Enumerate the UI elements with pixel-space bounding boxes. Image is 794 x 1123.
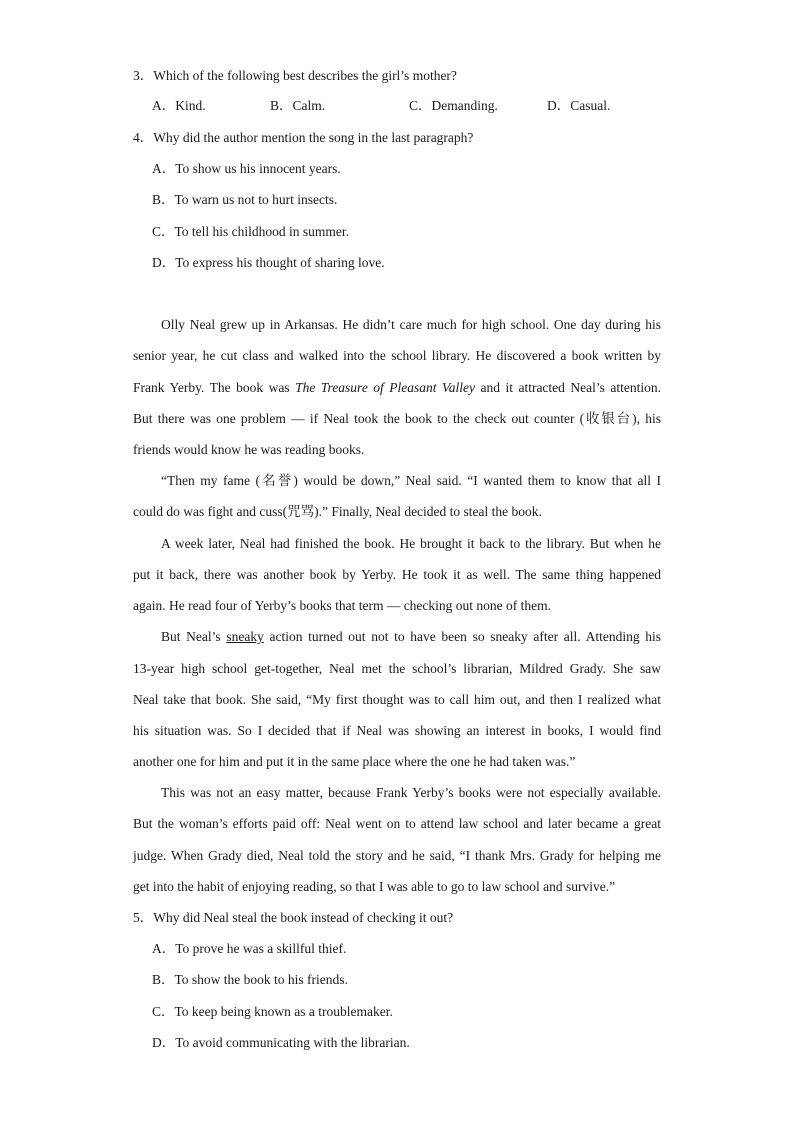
passage-p1-line3: [133, 379, 661, 397]
passage-p3-line2: put it back, there was another book by Yerby. He took it as well. The same thing happened: [133, 567, 661, 582]
q3-option-c: C．Demanding.: [409, 98, 498, 113]
q4-option-d: D．To express his thought of sharing love.: [152, 255, 385, 270]
passage-p4-line2: 13-year high school get-together, Neal met the school’s librarian, Mildred Grady. She saw: [133, 661, 661, 676]
passage-p1-line1: Olly Neal grew up in Arkansas. He didn’t care much for high school. One day during his: [161, 317, 661, 332]
q5-option-a: A．To prove he was a skillful thief.: [152, 941, 347, 956]
passage-p4-line4: his situation was. So I decided that if Neal was showing an interest in books, I would find: [133, 723, 661, 738]
passage-p2-line1: “Then my fame (名誉) would be down,” Neal said. “I wanted them to know that all I: [161, 473, 661, 488]
passage-p5-line3: judge. When Grady died, Neal told the story and he said, “I thank Mrs. Grady for helping me: [133, 848, 661, 863]
q4-stem: 4．Why did the author mention the song in the last paragraph?: [133, 130, 474, 145]
q3-options: [152, 97, 661, 115]
q5-option-d: D．To avoid communicating with the librarian.: [152, 1035, 410, 1050]
passage-p1-line2: senior year, he cut class and walked into the school library. He discovered a book written by: [133, 348, 661, 363]
passage-p5-line4: get into the habit of enjoying reading, so that I was able to go to law school and survive.”: [133, 879, 616, 894]
passage-p5-line2: But the woman’s efforts paid off: Neal went on to attend law school and later became a great: [133, 816, 661, 831]
book-title: The Treasure of Pleasant Valley: [295, 380, 475, 395]
passage-text: But Neal’s: [161, 629, 227, 644]
underlined-word: sneaky: [226, 629, 264, 644]
passage-p5-line1: This was not an easy matter, because Frank Yerby’s books were not especially available.: [161, 785, 661, 800]
passage-p4-line3: Neal take that book. She said, “My first thought was to call him out, and then I realized what: [133, 692, 661, 707]
passage-p4-line5: another one for him and put it in the same place where the one he had taken was.”: [133, 754, 576, 769]
passage-text: and it attracted Neal’s attention.: [475, 380, 661, 395]
q3-option-d: D．Casual.: [547, 98, 611, 113]
q5-option-b: B．To show the book to his friends.: [152, 972, 348, 987]
q4-option-b: B．To warn us not to hurt insects.: [152, 192, 338, 207]
q4-option-c: C．To tell his childhood in summer.: [152, 224, 350, 239]
q3-stem: 3．Which of the following best describes the girl’s mother?: [133, 68, 457, 83]
passage-text: action turned out not to have been so sneaky after all. Attending his: [263, 629, 661, 644]
passage-p2-line2: could do was fight and cuss(咒骂).” Finally, Neal decided to steal the book.: [133, 504, 542, 519]
q4-option-a: A．To show us his innocent years.: [152, 161, 341, 176]
passage-p1-line5: friends would know he was reading books.: [133, 442, 365, 457]
q3-option-b: B．Calm.: [270, 98, 326, 113]
passage-p1-line4: But there was one problem — if Neal took the book to the check out counter (收银台), his: [133, 411, 661, 426]
q5-stem: 5．Why did Neal steal the book instead of checking it out?: [133, 910, 454, 925]
passage-p4-line1: [161, 628, 661, 646]
passage-text: Frank Yerby. The book was: [133, 380, 296, 395]
passage-p3-line3: again. He read four of Yerby’s books that term — checking out none of them.: [133, 598, 552, 613]
q5-option-c: C．To keep being known as a troublemaker.: [152, 1004, 393, 1019]
q3-option-a: A．Kind.: [152, 98, 206, 113]
passage-p3-line1: A week later, Neal had finished the book. He brought it back to the library. But when he: [161, 536, 661, 551]
